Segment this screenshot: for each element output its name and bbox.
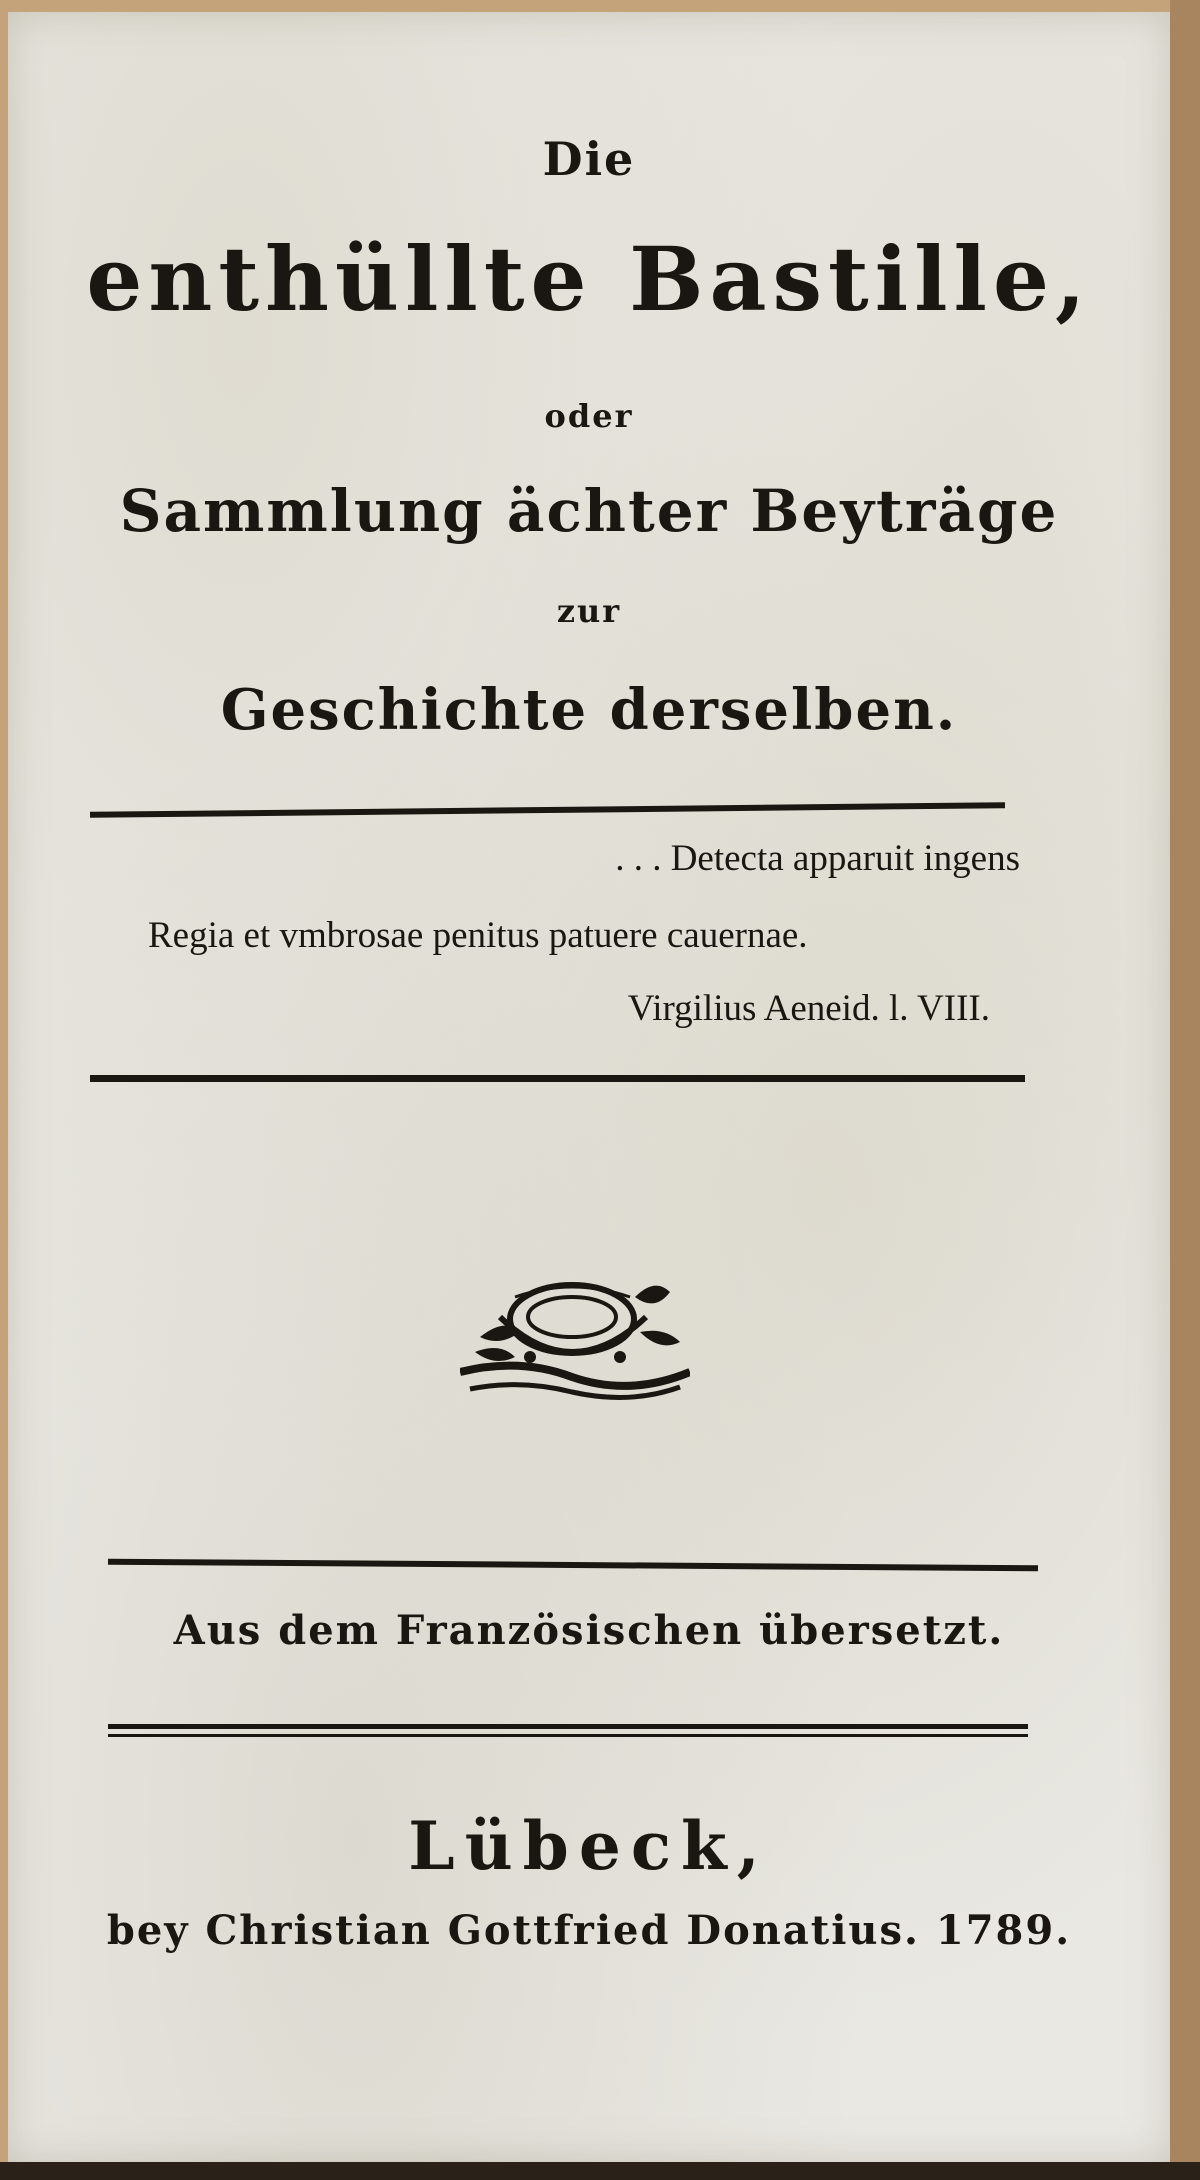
translation-top-rule: [108, 1559, 1038, 1571]
epigraph-line-2: Regia et vmbrosae penitus patuere cauernae.: [148, 915, 808, 956]
subtitle-continuation: Geschichte derselben.: [220, 677, 958, 743]
imprint-publisher: bey Christian Gottfried Donatius. 1789.: [106, 1907, 1072, 1954]
translation-bottom-rule: [108, 1724, 1028, 1729]
title-line-oder: oder: [544, 397, 634, 435]
epigraph-rule: [90, 1075, 1025, 1082]
epigraph-source: Virgilius Aeneid. l. VIII.: [627, 988, 990, 1029]
subtitle: Sammlung ächter Beyträge: [119, 477, 1059, 545]
title-line-zur: zur: [556, 592, 622, 630]
basket-of-flowers-icon: [460, 1257, 690, 1407]
binding-strip: [0, 2162, 1200, 2180]
title-line-die: Die: [542, 132, 636, 186]
main-title: enthüllte Bastille,: [86, 227, 1092, 331]
imprint-city: Lübeck,: [408, 1807, 770, 1885]
translation-bottom-rule-thin: [108, 1734, 1028, 1737]
top-rule: [90, 802, 1005, 818]
epigraph-line-1: . . . Detecta apparuit ingens: [615, 838, 1020, 879]
title-page: [8, 12, 1170, 2162]
translation-note: Aus dem Französischen übersetzt.: [173, 1607, 1005, 1654]
page-edge: [1170, 0, 1200, 2180]
